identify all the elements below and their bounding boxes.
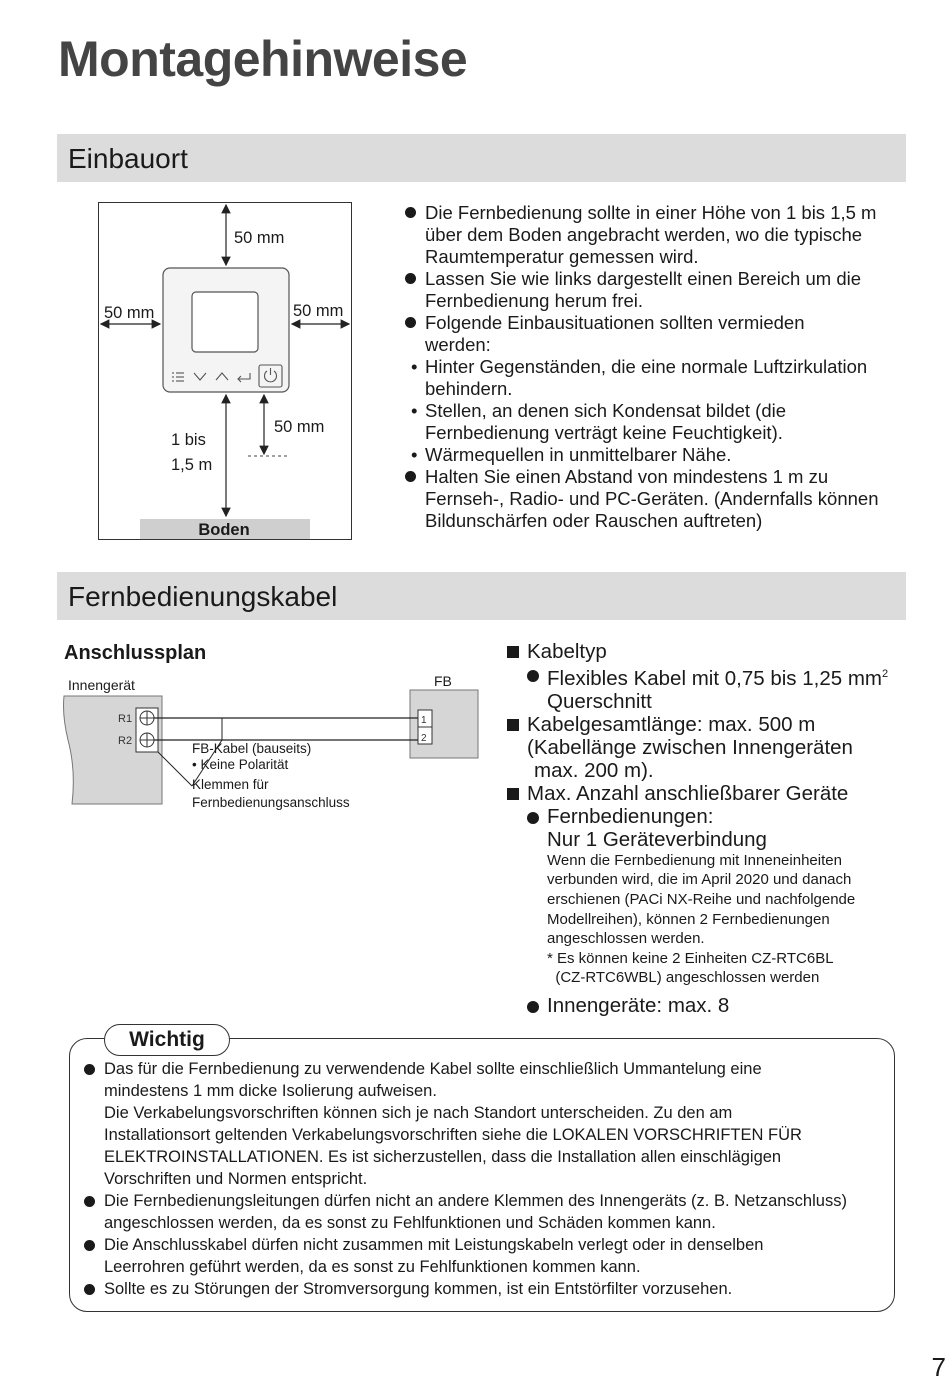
important-item: Sollte es zu Störungen der Stromversorgung kommen, ist ein Entstörfilter vorzusehen. bbox=[84, 1278, 896, 1300]
important-list bbox=[84, 1058, 896, 1300]
important-item: Das für die Fernbedienung zu verwendende Kabel sollte einschließlich Ummantelung eine mindestens 1 mm dicke Isolierung aufweisen. Die Verkabelungsvorschriften können sich je nach Standort unterscheiden. Zu den am Installationsort geltenden Verkabelungsvorschriften siehe die LOKALEN VORSCHRIFTEN FÜR ELEKTROINSTALLATIONEN. Es ist sicherzustellen, dass die Installation allen einschlägigen Vorschriften und Normen entspricht. bbox=[84, 1058, 896, 1190]
height-label-line2: 1,5 m bbox=[171, 456, 213, 474]
page-number: 7 bbox=[931, 1352, 946, 1382]
wiring-diagram bbox=[62, 670, 492, 818]
spec-remotes: Fernbedienungen: Nur 1 Geräteverbindung bbox=[507, 805, 927, 851]
terminal-r1-label: R1 bbox=[118, 713, 133, 725]
terminal-2-label: 2 bbox=[421, 733, 427, 744]
dim-right-label: 50 mm bbox=[293, 302, 344, 320]
remote-unit-label: FB bbox=[434, 673, 452, 689]
sub-bullet-item: • Wärmequellen in unmittelbarer Nähe. bbox=[411, 444, 732, 465]
important-label: Wichtig bbox=[104, 1024, 230, 1056]
section-title: Fernbedienungskabel bbox=[68, 581, 338, 612]
terminal-label-line1: Klemmen für bbox=[192, 777, 269, 792]
cable-label: FB-Kabel (bauseits) bbox=[192, 741, 312, 756]
terminal-r2-label: R2 bbox=[118, 735, 133, 747]
spec-kabeltyp: Kabeltyp bbox=[507, 640, 927, 663]
important-item: Die Anschlusskabel dürfen nicht zusammen mit Leistungskabeln verlegt oder in denselben Leerrohren geführt werden, da es sonst zu Fehlfunktionen kommen kann. bbox=[84, 1234, 896, 1278]
dim-bottom-label: 50 mm bbox=[274, 418, 325, 436]
bullet-item: Halten Sie einen Abstand von mindestens 1 m zu Fernseh-, Radio- und PC-Geräten. (Andernfalls können Bildunschärfen oder Rauschen auftreten) bbox=[405, 466, 915, 532]
spec-max-devices: Max. Anzahl anschließbarer Geräte bbox=[507, 782, 927, 805]
page-title: Montagehinweise bbox=[58, 31, 468, 87]
spec-flex-cable: Flexibles Kabel mit 0,75 bis 1,25 $mm^2$ Querschnitt bbox=[507, 663, 927, 713]
dim-left-label: 50 mm bbox=[104, 304, 155, 322]
terminal-1-label: 1 bbox=[421, 715, 427, 726]
section-header-einbauort bbox=[57, 134, 906, 182]
spec-total-length: Kabelgesamtlänge: max. 500 m (Kabellänge zwischen Innengeräten max. 200 m). bbox=[507, 713, 927, 782]
spec-remotes-note: Wenn die Fernbedienung mit Inneneinheiten verbunden wird, die im April 2020 und danach erschienen (PACi NX-Reihe und nachfolgende Modellreihen), können 2 Fernbedienungen angeschlossen werden. * Es können keine 2 Einheiten CZ-RTC6BL (CZ-RTC6WBL) angeschlossen werden bbox=[547, 851, 856, 987]
einbauort-bullet-list bbox=[405, 202, 915, 532]
indoor-unit-label: Innengerät bbox=[68, 677, 135, 693]
installation-clearance-figure bbox=[98, 202, 354, 542]
bullet-item: Folgende Einbausituationen sollten vermieden werden: bbox=[405, 312, 915, 356]
sub-bullet-item: • Hinter Gegenständen, die eine normale Luftzirkulation behindern. bbox=[411, 356, 868, 399]
bullet-item: Lassen Sie wie links dargestellt einen Bereich um die Fernbedienung herum frei. bbox=[405, 268, 915, 312]
dim-top-label: 50 mm bbox=[234, 229, 285, 247]
section-title: Einbauort bbox=[68, 143, 188, 174]
important-item: Die Fernbedienungsleitungen dürfen nicht an andere Klemmen des Innengeräts (z. B. Netzanschluss) angeschlossen werden, da es sonst zu Fehlfunktionen und Schäden kommen kann. bbox=[84, 1190, 896, 1234]
diagram-heading: Anschlussplan bbox=[64, 642, 207, 664]
cable-spec-list bbox=[507, 640, 927, 1017]
sub-bullet-item: • Stellen, an denen sich Kondensat bildet (die Fernbedienung verträgt keine Feuchtigkeit). bbox=[411, 400, 787, 443]
polarity-label: • Keine Polarität bbox=[192, 757, 289, 772]
remote-display bbox=[192, 292, 258, 352]
spec-indoor-max: Innengeräte: max. 8 bbox=[507, 994, 927, 1017]
height-label-line1: 1 bis bbox=[171, 431, 206, 449]
floor-label: Boden bbox=[198, 521, 250, 539]
bullet-item: Die Fernbedienung sollte in einer Höhe von 1 bis 1,5 m über dem Boden angebracht werden, wo die typische Raumtemperatur gemessen wird. bbox=[405, 202, 915, 268]
terminal-label-line2: Fernbedienungsanschluss bbox=[192, 795, 350, 810]
section-header-fernbedienungskabel bbox=[57, 572, 906, 620]
